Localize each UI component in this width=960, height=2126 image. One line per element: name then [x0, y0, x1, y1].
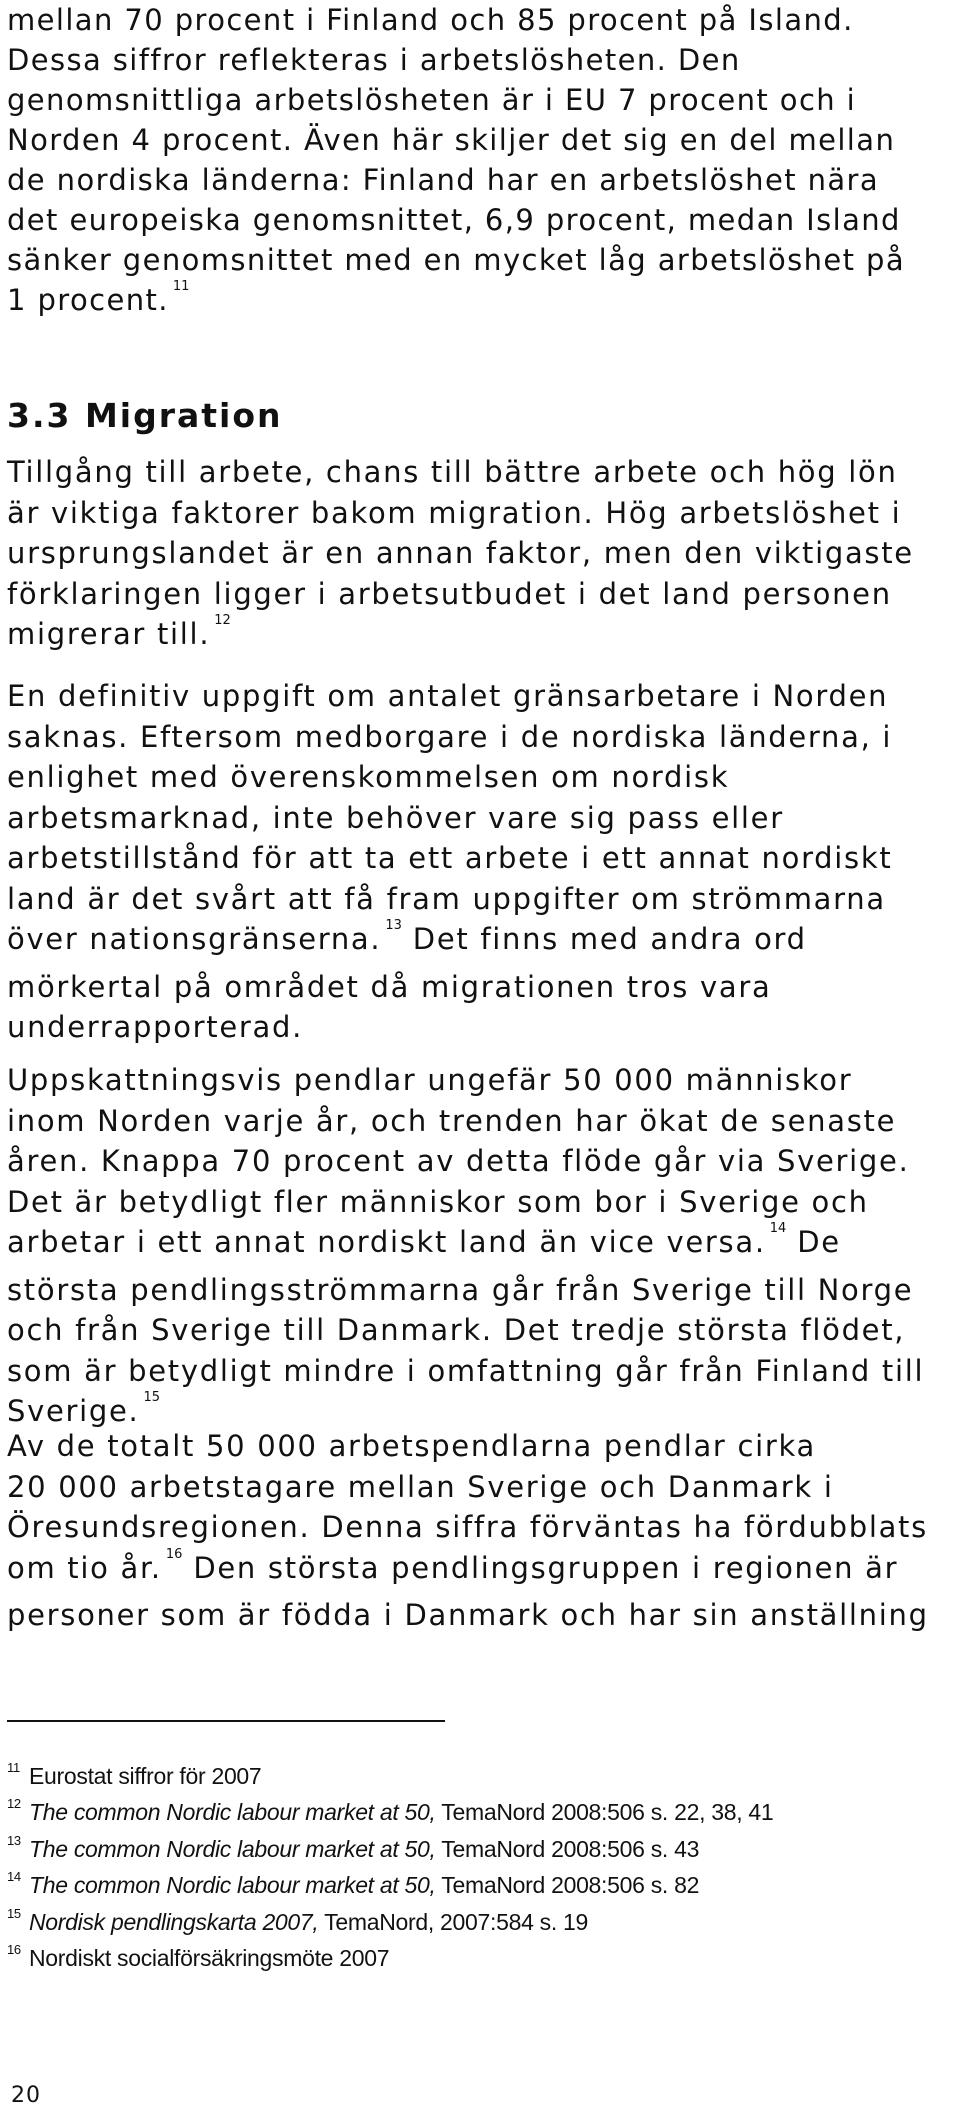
text-line: inom Norden varje år, och trenden har ökat de senaste: [7, 1103, 897, 1138]
text-line: är viktiga faktorer bakom migration. Hög arbetslöshet i: [7, 495, 902, 530]
text-line: största pendlingsströmmarna går från Sverige till Norge: [7, 1272, 914, 1307]
text-line: saknas. Eftersom medborgare i de nordiska länderna, i: [7, 719, 893, 754]
footnote-item: [7, 1796, 773, 1832]
text-line: personer som är födda i Danmark och har sin anställning: [7, 1598, 929, 1632]
paragraph-3: [7, 1060, 924, 1439]
text-fragment: över nationsgränserna.: [7, 922, 382, 956]
text-line: 20 000 arbetstagare mellan Sverige och Danmark i: [7, 1469, 834, 1504]
text-line: [7, 1222, 924, 1270]
text-line: arbetsmarknad, inte behöver vare sig pass eller: [7, 800, 784, 835]
footnote-text: TemaNord 2008:506 s. 43: [435, 1835, 700, 1862]
text-line: mörkertal på området då migrationen tros vara: [7, 969, 772, 1004]
text-fragment: om tio år.: [7, 1550, 162, 1585]
text-line: [7, 919, 892, 967]
footnote-number: 16: [7, 1942, 21, 1958]
footnote-ref[interactable]: 11: [172, 279, 190, 294]
text-fragment: Den största pendlingsgruppen i regionen är: [193, 1550, 899, 1585]
footnote-text: TemaNord 2008:506 s. 82: [435, 1872, 700, 1899]
footnote-item: [7, 1906, 773, 1942]
text-line: Öresundsregionen. Denna siffra förväntas ha fördubblats: [7, 1510, 928, 1544]
footnote-item: [7, 1942, 773, 1978]
footnote-item: [7, 1869, 773, 1905]
text-line: Tillgång till arbete, chans till bättre arbete och hög lön: [7, 455, 898, 489]
footnote-number: 11: [7, 1760, 20, 1775]
footnote-title: The common Nordic labour market at 50,: [29, 1835, 436, 1862]
text-fragment: De: [797, 1225, 841, 1259]
text-line: och från Sverige till Danmark. Det tredje största flödet,: [7, 1313, 906, 1347]
footnote-number: 14: [7, 1869, 21, 1885]
text-line: Norden 4 procent. Även här skiljer det sig en del mellan: [7, 123, 896, 157]
text-fragment: Sverige.: [7, 1394, 140, 1428]
text-line: mellan 70 procent i Finland och 85 procent på Island.: [7, 3, 854, 37]
text-line: genomsnittliga arbetslösheten är i EU 7 procent och i: [7, 83, 857, 117]
text-line: En definitiv uppgift om antalet gränsarbetare i Norden: [7, 679, 889, 713]
footnote-number: 12: [7, 1796, 21, 1812]
footnote-ref[interactable]: 13: [385, 918, 402, 933]
footnote-ref[interactable]: 15: [143, 1390, 161, 1405]
footnote-ref[interactable]: 14: [769, 1221, 787, 1236]
paragraph-4: [7, 1426, 929, 1636]
text-line: land är det svårt att få fram uppgifter om strömmarna: [7, 881, 886, 916]
text-line: Uppskattningsvis pendlar ungefär 50 000 människor: [7, 1063, 853, 1097]
footnote-text: TemaNord 2008:506 s. 22, 38, 41: [435, 1799, 774, 1826]
footnote-separator: [7, 1720, 445, 1722]
footnote-title: Nordisk pendlingskarta 2007,: [29, 1908, 319, 1935]
document-page: [7, 0, 953, 2108]
text-fragment: arbetar i ett annat nordiskt land än vice versa.: [7, 1225, 766, 1259]
footnote-ref[interactable]: 12: [214, 613, 231, 628]
text-line: arbetstillstånd för att ta ett arbete i ett annat nordiskt: [7, 841, 893, 875]
footnote-ref[interactable]: 16: [165, 1546, 183, 1562]
text-line: Det är betydligt fler människor som bor i Sverige och: [7, 1184, 869, 1219]
footnote-text: Eurostat siffror för 2007: [29, 1763, 262, 1789]
paragraph-2: [7, 676, 892, 1048]
text-line: enlighet med överenskommelsen om nordisk: [7, 760, 730, 794]
footnote-item: [7, 1760, 773, 1796]
text-line: det europeiska genomsnittet, 6,9 procent, medan Island: [7, 203, 901, 237]
page-number: 20: [11, 2083, 41, 2108]
section-heading: 3.3 Migration: [7, 396, 283, 435]
footnote-item: [7, 1833, 773, 1869]
text-line: åren. Knappa 70 procent av detta flöde går via Sverige.: [7, 1144, 910, 1178]
paragraph-1: [7, 452, 914, 662]
text-fragment: Det finns med andra ord: [412, 922, 807, 956]
text-line: Dessa siffror reflekteras i arbetslösheten. Den: [7, 43, 741, 77]
text-line: [7, 1548, 929, 1596]
footnote-text: Nordiskt socialförsäkringsmöte 2007: [29, 1945, 390, 1972]
text-line: ursprungslandet är en annan faktor, men den viktigaste: [7, 536, 914, 570]
text-line: som är betydligt mindre i omfattning går från Finland till: [7, 1353, 925, 1388]
text-line: [7, 280, 953, 327]
footnote-title: The common Nordic labour market at 50,: [29, 1799, 436, 1826]
footnote-number: 15: [7, 1905, 21, 1921]
footnote-title: The common Nordic labour market at 50,: [29, 1872, 436, 1899]
text-line: de nordiska länderna: Finland har en arbetslöshet nära: [7, 163, 880, 197]
footnote-number: 13: [7, 1832, 21, 1848]
text-line: [7, 614, 914, 662]
text-fragment: 1 procent.: [7, 283, 169, 317]
intro-paragraph: [7, 0, 953, 327]
text-line: underrapporterad.: [7, 1010, 304, 1044]
text-line: Av de totalt 50 000 arbetspendlarna pendlar cirka: [7, 1429, 816, 1463]
text-line: sänker genomsnittet med en mycket låg arbetslöshet på: [7, 243, 906, 277]
footnotes: [7, 1760, 773, 1978]
text-line: förklaringen ligger i arbetsutbudet i det land personen: [7, 576, 892, 611]
text-fragment: migrerar till.: [7, 617, 211, 651]
footnote-text: TemaNord, 2007:584 s. 19: [318, 1908, 589, 1935]
